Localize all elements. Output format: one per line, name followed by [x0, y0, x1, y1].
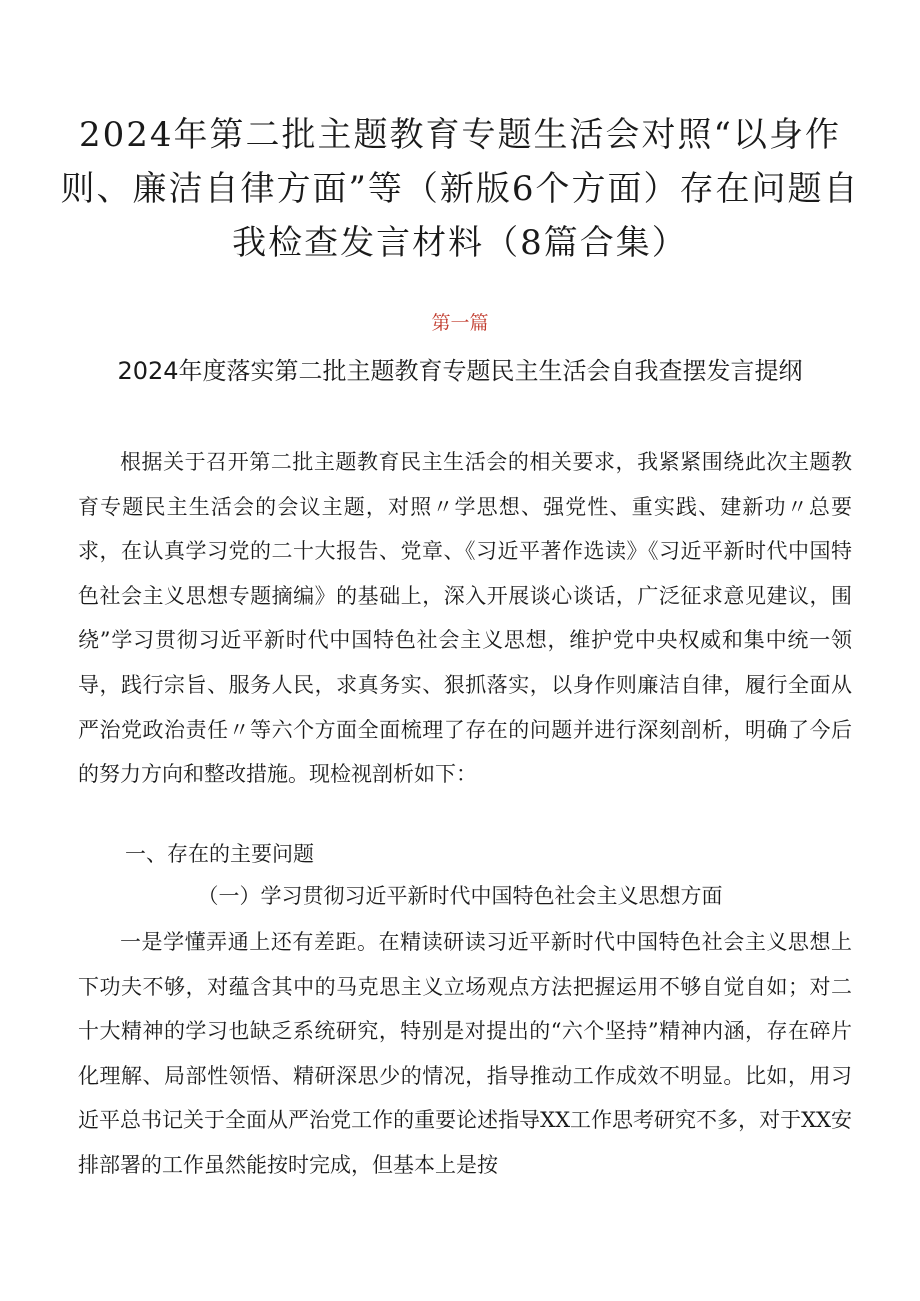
body-paragraph: 一是学懂弄通上还有差距。在精读研读习近平新时代中国特色社会主义思想上下功夫不够，对蕴含其中的马克思主义立场观点方法把握运用不够自觉自如；对二十大精神的学习也缺乏系统研究，特别是对提出的“六个坚持”精神内涵，存在碎片化理解、局部性领悟、精研深思少的情况，指导推动工作成效不明显。比如，用习近平总书记关于全面从严治党工作的重要论述指导XX工作思考研究不多，对于XX安排部署的工作虽然能按时完成，但基本上是按 — [78, 930, 852, 1177]
article-title: 2024年度落实第二批主题教育专题民主生活会自我查摆发言提纲 — [117, 357, 803, 385]
section-heading: 一、存在的主要问题 — [125, 842, 314, 866]
document-title: 2024年第二批主题教育专题生活会对照“以身作则、廉洁自律方面”等（新版6个方面）存在问题自我检查发言材料（8篇合集） — [60, 115, 860, 263]
intro-paragraph: 根据关于召开第二批主题教育民主生活会的相关要求，我紧紧围绕此次主题教育专题民主生活会的会议主题，对照〃学思想、强党性、重实践、建新功〃总要求，在认真学习党的二十大报告、党章、《习近平著作选读》《习近平新时代中国特色社会主义思想专题摘编》的基础上，深入开展谈心谈话，广泛征求意见建议，围绕”学习贯彻习近平新时代中国特色社会主义思想，维护党中央权威和集中统一领导，践行宗旨、服务人民，求真务实、狠抓落实，以身作则廉洁自律，履行全面从严治党政治责任〃等六个方面全面梳理了存在的问题并进行深刻剖析，明确了今后的努力方向和整改措施。现检视剖析如下： — [78, 450, 852, 787]
part-label: 第一篇 — [431, 312, 489, 334]
subsection-heading: （一）学习贯彻习近平新时代中国特色社会主义思想方面 — [197, 884, 723, 908]
